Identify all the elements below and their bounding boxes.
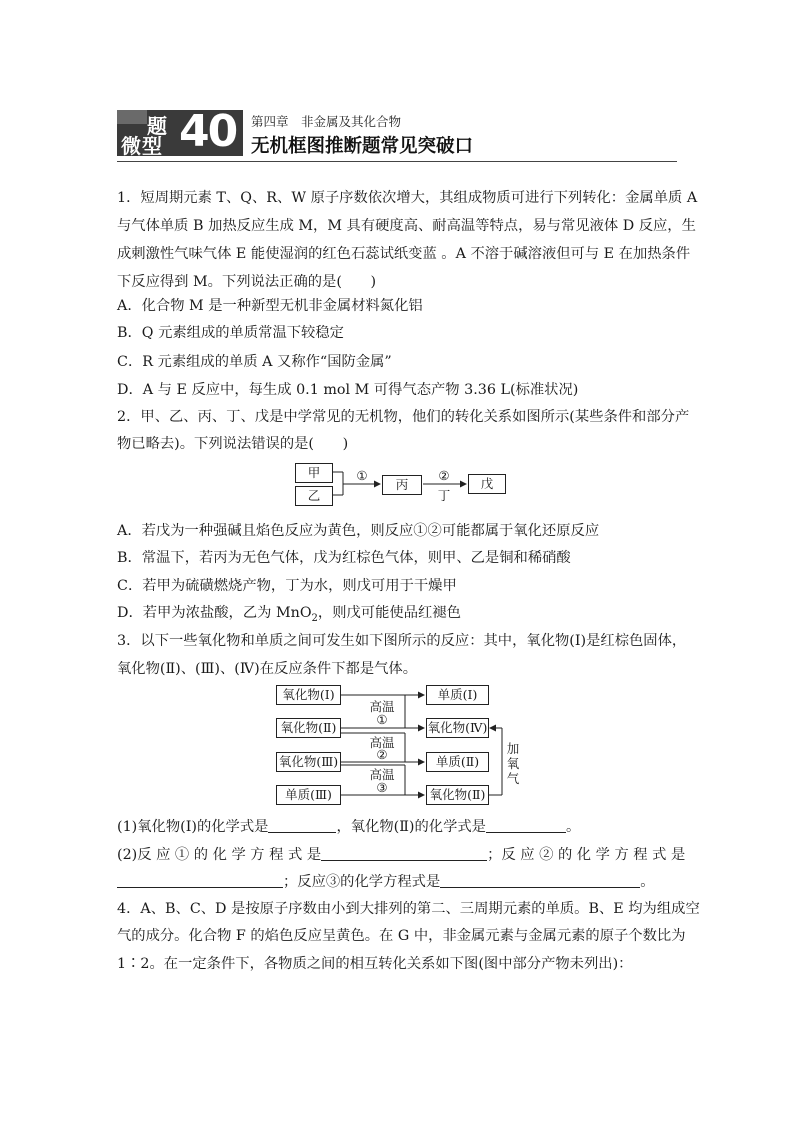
- q2-option-d-text-tail: ，则戊可能使品红褪色: [317, 605, 461, 621]
- cond-high-temp-3: 高温: [369, 767, 395, 782]
- q3-fill-3-middle: ；反应③的化学方程式是: [283, 874, 441, 890]
- q3-fill-1-end: 。: [565, 819, 581, 835]
- cond-step-2: ②: [376, 747, 388, 762]
- step-1-label: ①: [356, 468, 368, 483]
- subscript-2: 2: [311, 612, 318, 624]
- q1-line-4: 下反应得到 M。下列说法正确的是( ): [117, 274, 377, 290]
- box-bing: 丙: [382, 475, 422, 495]
- left-box-oxide-1: 氧化物(Ⅰ): [276, 685, 341, 705]
- step-2-label: ②: [438, 468, 450, 483]
- logo-number: 40: [179, 110, 237, 156]
- q4-line-3: 1∶2。在一定条件下，各物质之间的相互转化关系如下图(图中部分产物未列出)：: [117, 956, 633, 972]
- q4-line-1: 4．A、B、C、D 是按原子序数由小到大排列的第二、三周期元素的单质。B、E 均为组成空: [117, 901, 700, 917]
- q4-line-2: 气的成分。化合物 F 的焰色反应呈黄色。在 G 中，非金属元素与金属元素的原子个数比为: [117, 928, 686, 944]
- logo-small-text: 题: [147, 114, 167, 138]
- answer-blank-oxide-1[interactable]: [268, 818, 336, 833]
- q2-option-b: B．常温下，若丙为无色气体，戊为红棕色气体，则甲、乙是铜和稀硝酸: [117, 550, 571, 566]
- q3-fill-1-prefix: (1)氧化物(Ⅰ)的化学式是: [117, 819, 269, 835]
- logo-main-text: 微型: [121, 134, 163, 156]
- q3-fill-2: [117, 846, 685, 864]
- q2-option-c: C．若甲为硫磺燃烧产物，丁为水，则戊可用于干燥甲: [117, 578, 457, 594]
- chapter-label: 第四章 非金属及其化合物: [251, 114, 402, 129]
- q3-fill-2-middle: ；反 应 ② 的 化 学 方 程 式 是: [487, 847, 686, 863]
- q1-line-1: 1．短周期元素 T、Q、R、W 原子序数依次增大，其组成物质可进行下列转化：金属单质 A: [117, 190, 698, 206]
- q3-fill-1-middle: ，氧化物(Ⅱ)的化学式是: [336, 819, 486, 835]
- q1-option-a: A．化合物 M 是一种新型无机非金属材料氮化铝: [117, 298, 423, 314]
- box-wu: 戊: [468, 474, 506, 494]
- right-box-element-2: 单质(Ⅱ): [426, 752, 489, 772]
- answer-blank-reaction-3[interactable]: [440, 873, 640, 888]
- answer-blank-oxide-2[interactable]: [486, 818, 566, 833]
- q2-option-d-text: D．若甲为浓盐酸，乙为 MnO: [117, 605, 312, 621]
- left-box-element-3: 单质(Ⅲ): [276, 785, 341, 805]
- q1-option-b: B．Q 元素组成的单质常温下较稳定: [117, 325, 344, 341]
- q2-option-a: A．若戊为一种强碱且焰色反应为黄色，则反应①②可能都属于氧化还原反应: [117, 523, 600, 539]
- left-box-oxide-2: 氧化物(Ⅱ): [276, 718, 341, 738]
- cond-step-1: ①: [376, 712, 388, 727]
- q2-line-2: 物已略去)。下列说法错误的是( ): [117, 436, 349, 452]
- answer-blank-reaction-2[interactable]: [117, 873, 283, 888]
- cond-step-3: ③: [376, 780, 388, 795]
- q3-line-1: 3．以下一些氧化物和单质之间可发生如下图所示的反应：其中，氧化物(Ⅰ)是红棕色固体，: [117, 633, 687, 649]
- cond-high-temp-1: 高温: [369, 699, 395, 714]
- box-jia: 甲: [295, 463, 333, 483]
- side-label-char-3: 气: [506, 771, 520, 786]
- side-label-char-2: 氧: [506, 756, 520, 771]
- q3-fill-3: [117, 873, 655, 891]
- q2-line-1: 2．甲、乙、丙、丁、戊是中学常见的无机物，他们的转化关系如图所示(某些条件和部分产: [117, 409, 690, 425]
- q1-option-d: D．A 与 E 反应中，每生成 0.1 mol M 可得气态产物 3.36 L(标准状况): [117, 382, 579, 398]
- side-label-char-1: 加: [506, 741, 520, 756]
- reagent-ding-label: 丁: [437, 488, 451, 503]
- right-box-element-1: 单质(Ⅰ): [426, 685, 489, 705]
- q3-fill-3-end: 。: [640, 874, 655, 890]
- q1-line-3: 成刺激性气味气体 E 能使湿润的红色石蕊试纸变蓝 。A 不溶于碱溶液但可与 E 在加热条件: [117, 246, 691, 262]
- box-yi: 乙: [295, 486, 333, 506]
- page-title: 无机框图推断题常见突破口: [251, 136, 474, 157]
- left-box-oxide-3: 氧化物(Ⅲ): [276, 752, 341, 772]
- q1-line-2: 与气体单质 B 加热反应生成 M，M 具有硬度高、耐高温等特点，易与常见液体 D 反应，生: [117, 218, 696, 234]
- right-box-oxide-4: 氧化物(Ⅳ): [426, 718, 489, 738]
- right-box-oxide-2: 氧化物(Ⅱ): [426, 785, 489, 805]
- q3-fill-1: [117, 818, 580, 836]
- q1-option-c: C．R 元素组成的单质 A 又称作“国防金属”: [117, 354, 392, 370]
- q3-line-2: 氧化物(Ⅱ)、(Ⅲ)、(Ⅳ)在反应条件下都是气体。: [117, 661, 418, 677]
- answer-blank-reaction-1[interactable]: [321, 846, 487, 861]
- q3-fill-2-prefix: (2)反 应 ① 的 化 学 方 程 式 是: [117, 847, 322, 863]
- cond-high-temp-2: 高温: [369, 735, 395, 750]
